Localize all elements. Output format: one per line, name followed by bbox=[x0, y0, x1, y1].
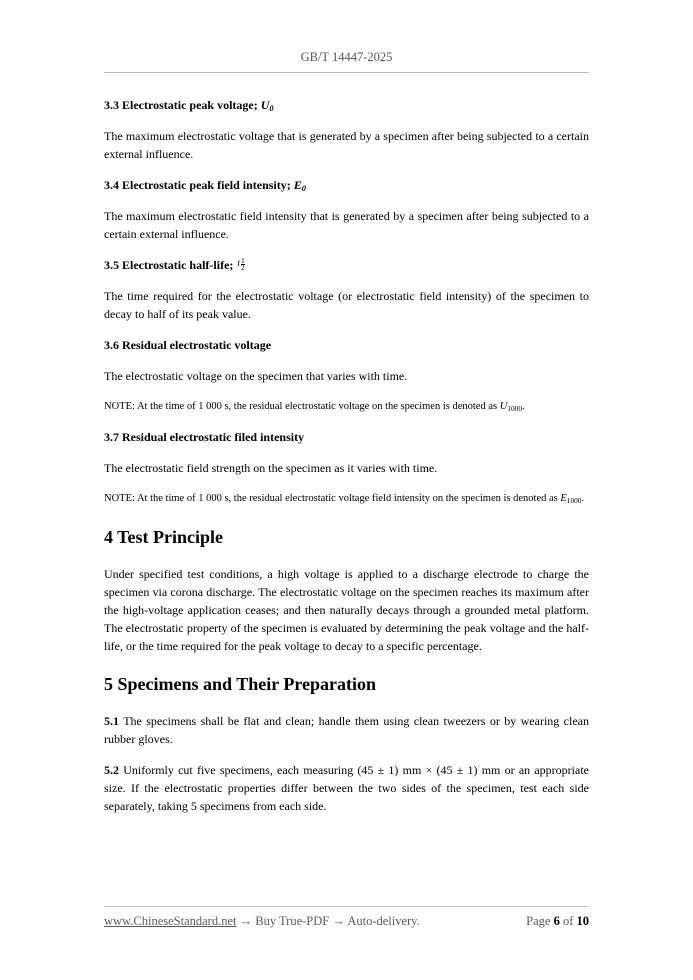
page-footer bbox=[104, 914, 589, 929]
auto-delivery-text: Auto-delivery. bbox=[347, 914, 420, 928]
clause-symbol: $E_0$ bbox=[293, 178, 306, 194]
clause-3-3-definition: The maximum electrostatic voltage that is generated by a specimen after being subjected to a certain external influence. bbox=[104, 129, 589, 161]
clause-3-5-definition: The time required for the electrostatic voltage (or electrostatic field intensity) of the specimen to decay to half of its peak value. bbox=[104, 289, 589, 321]
document-header bbox=[104, 50, 589, 65]
page-indicator: Page 6 of 10 bbox=[526, 914, 589, 928]
clause-term: Electrostatic peak voltage; bbox=[122, 98, 258, 112]
clause-3-6-note: NOTE: At the time of 1 000 s, the residual electrostatic voltage on the specimen is denoted as $U_{1000}$. bbox=[104, 401, 525, 413]
current-page: 6 bbox=[553, 914, 560, 928]
arrow-icon: → bbox=[239, 914, 253, 928]
clause-3-7-note: NOTE: At the time of 1 000 s, the residual electrostatic voltage field intensity on the specimen is denoted as $E_{1000}$. bbox=[104, 493, 585, 505]
clause-3-4-definition: The maximum electrostatic field intensity that is generated by a specimen after being subjected to a certain external influence. bbox=[104, 209, 589, 241]
clause-number: 3.6 bbox=[104, 338, 119, 352]
total-pages: 10 bbox=[576, 914, 589, 928]
buy-true-pdf-link[interactable]: Buy True-PDF bbox=[255, 914, 330, 928]
clause-term: Residual electrostatic filed intensity bbox=[122, 430, 305, 444]
half-life-symbol: t $\frac{1}{2}$ bbox=[237, 256, 245, 272]
clause-symbol: $U_0$ bbox=[260, 98, 274, 114]
clause-3-6-definition: The electrostatic voltage on the specimen that varies with time. bbox=[104, 369, 408, 383]
clause-3-7-definition: The electrostatic field strength on the specimen as it varies with time. bbox=[104, 461, 438, 475]
section-4-heading: 4 Test Principle bbox=[104, 527, 224, 547]
clause-number: 3.4 bbox=[104, 178, 119, 192]
header-divider bbox=[104, 72, 589, 73]
clause-number: 3.3 bbox=[104, 98, 119, 112]
site-link[interactable]: www.ChineseStandard.net bbox=[104, 914, 237, 928]
document-id: GB/T 14447-2025 bbox=[300, 50, 393, 64]
clause-3-7-title bbox=[104, 428, 589, 446]
page-body bbox=[104, 96, 589, 828]
section-5-heading: 5 Specimens and Their Preparation bbox=[104, 674, 377, 694]
clause-number: 3.5 bbox=[104, 258, 119, 272]
clause-3-6-title bbox=[104, 336, 589, 354]
clause-term: Electrostatic peak field intensity; bbox=[122, 178, 291, 192]
clause-number: 3.7 bbox=[104, 430, 119, 444]
item-5-2: 5.2 Uniformly cut five specimens, each measuring (45 ± 1) mm × (45 ± 1) mm or an appropriate size. If the electrostatic properties differ between the two sides of the specimen, test each side separately, taking 5 specimens from each side. bbox=[104, 763, 589, 813]
clause-3-5-title bbox=[104, 256, 589, 274]
clause-term: Residual electrostatic voltage bbox=[122, 338, 272, 352]
clause-3-3-title bbox=[104, 96, 589, 114]
section-4-body: Under specified test conditions, a high voltage is applied to a discharge electrode to charge the specimen via corona discharge. The electrostatic voltage on the specimen reaches its maximum after the high-voltage application ceases; and then naturally decays through a grounded metal platform. The electrostatic property of the specimen is evaluated by determining the peak voltage and the half-life, or the time required for the peak voltage to decay to a specific percentage. bbox=[104, 567, 589, 653]
item-5-1: 5.1 The specimens shall be flat and clean; handle them using clean tweezers or by wearing clean rubber gloves. bbox=[104, 714, 589, 746]
footer-divider bbox=[104, 906, 589, 907]
clause-3-4-title bbox=[104, 176, 589, 194]
clause-term: Electrostatic half-life; bbox=[122, 258, 234, 272]
arrow-icon: → bbox=[332, 914, 345, 928]
